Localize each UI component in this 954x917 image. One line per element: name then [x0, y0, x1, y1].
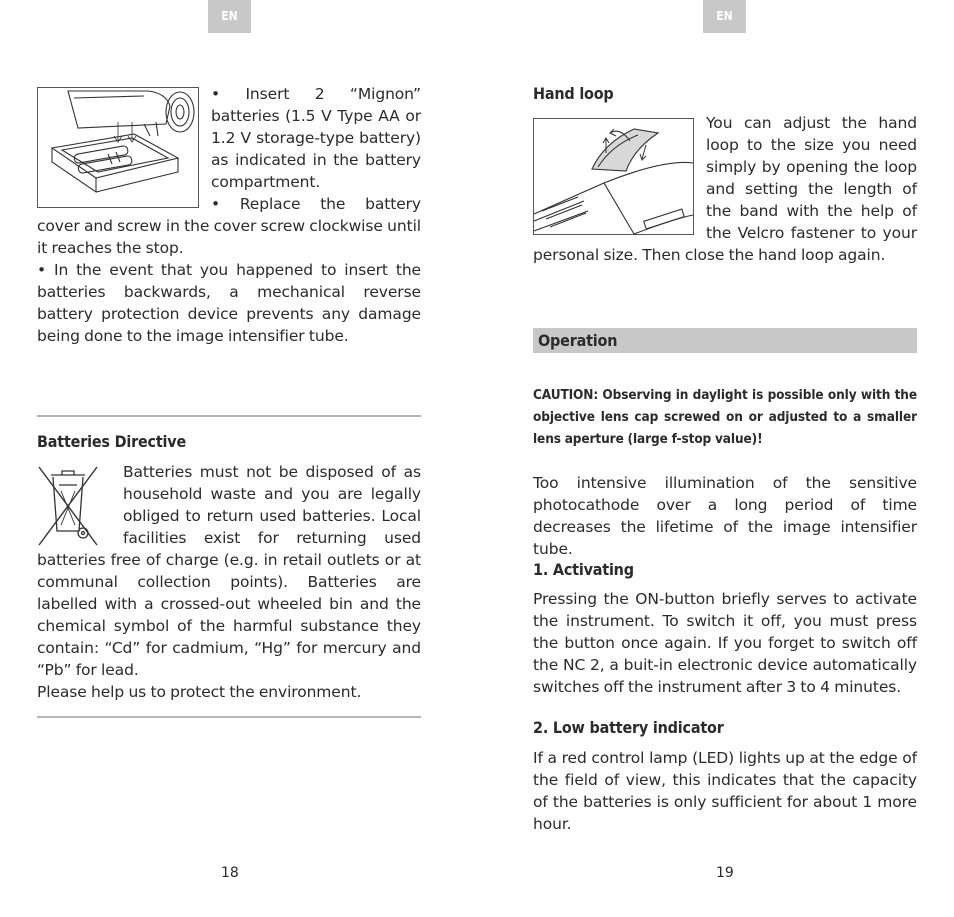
batteries-directive-heading: Batteries Directive	[37, 432, 187, 451]
hand-loop-text: You can adjust the hand loop to the size you need simply by opening the loop and setting the length of the band with the help of the Velcro fastener to your personal size. Then close the hand loop again.	[533, 114, 917, 264]
caution-text: CAUTION: Observing in daylight is possible only with the objective lens cap screwed on or adjusted to a smaller lens aperture (large f-stop value)!	[533, 387, 917, 447]
illumination-note	[533, 472, 917, 560]
operation-section-bar	[533, 328, 917, 353]
batteries-directive-text: Batteries must not be disposed of as household waste and you are legally obliged to return used batteries. Local facilities exist for returning used batteries free of charge (e.g. in retail outlets or at communal collection points). Batteries are labelled with a crossed-out wheeled bin and the chemical symbol of the harmful substance they contain: “Cd” for cadmium, “Hg” for mercury and “Pb” for lead.	[37, 463, 421, 679]
caution-block	[533, 384, 917, 450]
replace-cover-text: • Replace the battery cover and screw in the cover screw clockwise until it reaches the stop.	[37, 195, 421, 257]
hand-loop-heading: Hand loop	[533, 84, 614, 103]
low-battery-section	[533, 747, 917, 835]
page-number-right: 19	[716, 865, 734, 881]
language-tab-left: EN	[208, 0, 251, 33]
section-divider-bottom	[37, 716, 421, 718]
language-tab-right: EN	[703, 0, 746, 33]
section-divider-top	[37, 415, 421, 417]
hand-loop-section	[533, 112, 917, 266]
activating-section	[533, 588, 917, 698]
reverse-protection-text: • In the event that you happened to insert the batteries backwards, a mechanical reverse battery protection device prevents any damage being done to the image intensifier tube.	[37, 261, 421, 345]
hand-loop-drawing	[534, 119, 693, 234]
activating-heading: 1. Activating	[533, 560, 634, 579]
crossed-out-bin-icon	[37, 465, 99, 549]
protect-environment-text: Please help us to protect the environment.	[37, 683, 362, 701]
activating-text: Pressing the ON-button briefly serves to activate the instrument. To switch it off, you must press the button once again. If you forget to switch off the NC 2, a buit-in electronic device automatically switches off the instrument after 3 to 4 minutes.	[533, 590, 917, 696]
low-battery-heading: 2. Low battery indicator	[533, 718, 724, 737]
battery-compartment-illustration	[37, 87, 199, 208]
insert-batteries-text: • Insert 2 “Mignon” batteries (1.5 V Type AA or 1.2 V storage-type battery) as indicated in the battery compartment.	[211, 85, 421, 191]
battery-instructions	[37, 83, 421, 347]
hand-loop-illustration	[533, 118, 694, 235]
batteries-directive-section	[37, 461, 421, 703]
low-battery-text: If a red control lamp (LED) lights up at the edge of the field of view, this indicates that the capacity of the batteries is only sufficient for about 1 more hour.	[533, 749, 917, 833]
operation-heading: Operation	[538, 331, 618, 350]
page-number-left: 18	[221, 865, 239, 881]
battery-insert-drawing	[38, 88, 198, 207]
illumination-note-text: Too intensive illumination of the sensitive photocathode over a long period of time decreases the lifetime of the image intensifier tube.	[533, 474, 917, 558]
